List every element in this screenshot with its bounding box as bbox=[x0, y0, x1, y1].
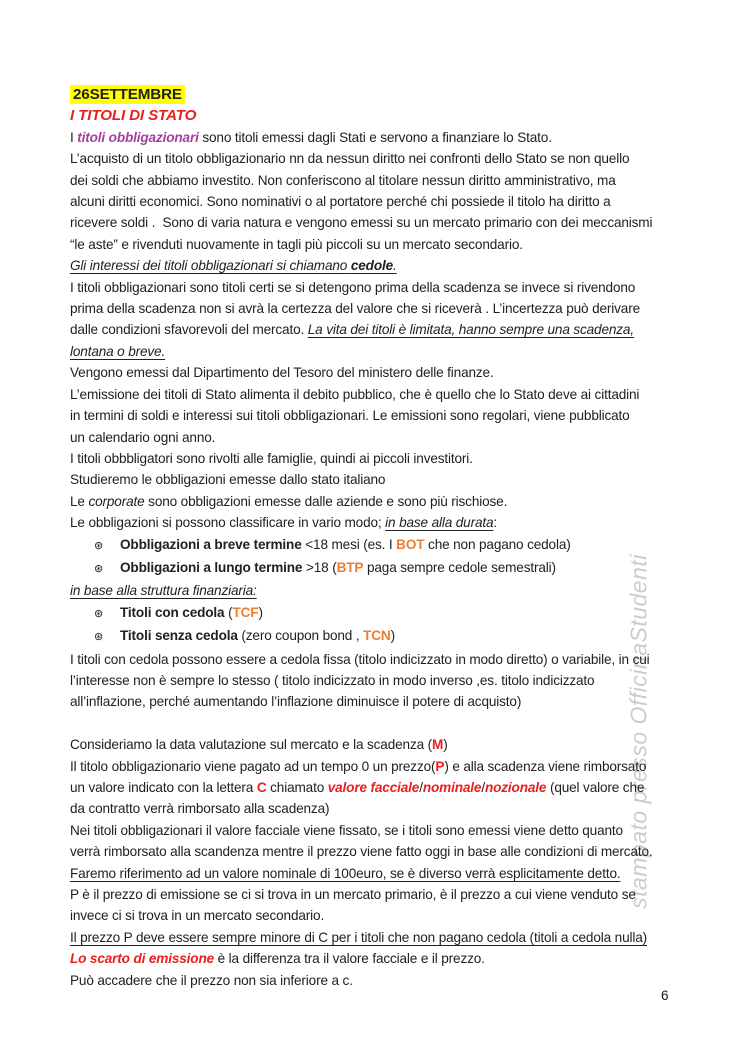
text-line bbox=[70, 884, 690, 905]
text-segment: / bbox=[419, 779, 423, 795]
text-segment: Studieremo le obbligazioni emesse dallo stato italiano bbox=[70, 472, 386, 488]
text-segment: nozionale bbox=[484, 779, 547, 795]
text-segment: (quel valore che bbox=[546, 779, 645, 795]
text-line bbox=[70, 255, 690, 276]
text-segment: Obbligazioni a lungo termine bbox=[120, 559, 303, 575]
text-segment: è la differenza tra il valore facciale e il prezzo. bbox=[214, 951, 485, 967]
bullet-icon: ⊛ bbox=[94, 562, 104, 575]
text-segment: paga sempre cedole semestrali) bbox=[363, 559, 556, 575]
bullet-icon: ⊛ bbox=[94, 631, 104, 644]
text-segment: che non pagano cedola) bbox=[424, 536, 571, 552]
text-segment: BTP bbox=[336, 559, 364, 575]
blank-line bbox=[70, 713, 690, 734]
text-line bbox=[70, 820, 690, 841]
text-segment: La vita dei titoli è limitata, hanno sempre una scadenza, bbox=[307, 322, 634, 338]
text-line bbox=[70, 491, 690, 512]
text-line bbox=[70, 798, 690, 819]
text-segment: Consideriamo la data valutazione sul mercato e la scadenza ( bbox=[70, 737, 433, 753]
text-segment: valore facciale bbox=[327, 779, 420, 795]
watermark: stampato presso OfficinaStudenti bbox=[625, 554, 652, 909]
text-segment: <18 mesi (es. I bbox=[301, 536, 397, 552]
text-segment: in termini di soldi e interessi sui titoli obbligazionari. Le emissioni sono regolari, viene pubblicato bbox=[70, 408, 630, 424]
text-line bbox=[70, 405, 690, 426]
text-segment: ) bbox=[258, 604, 263, 620]
text-line bbox=[70, 277, 690, 298]
text-segment: “le aste” e rivenduti nuovamente in tagli più piccoli su un mercato secondario. bbox=[70, 236, 523, 252]
text-segment: alcuni diritti economici. Sono nominativi o al portatore perché chi possiede il titolo ha diritto a bbox=[70, 194, 611, 210]
text-segment: Il titolo obbligazionario viene pagato ad un tempo 0 un prezzo( bbox=[70, 758, 436, 774]
text-segment: I titoli con cedola possono essere a cedola fissa (titolo indicizzato in modo diretto) o variabile, in cui bbox=[70, 651, 650, 667]
text-segment: I titoli obbligazionari sono titoli certi se si detengono prima della scadenza se invece si rivendono bbox=[70, 279, 636, 295]
text-line bbox=[70, 948, 690, 969]
bullet-icon: ⊛ bbox=[94, 607, 104, 620]
text-segment: dalle condizioni sfavorevoli del mercato. bbox=[70, 322, 308, 338]
text-segment: . bbox=[393, 258, 397, 274]
text-line bbox=[70, 905, 690, 926]
text-segment: Lo scarto di emissione bbox=[70, 951, 215, 967]
text-segment: chiamato bbox=[266, 779, 328, 795]
text-line bbox=[70, 127, 690, 148]
text-segment: in base alla struttura finanziaria: bbox=[70, 583, 257, 599]
text-line bbox=[70, 841, 690, 862]
text-segment: TCF bbox=[232, 604, 259, 620]
text-segment: dei soldi che abbiamo investito. Non conferiscono al titolare nessun diritto amministrativo, ma bbox=[70, 172, 616, 188]
text-segment: verrà rimborsato alla scandenza mentre il prezzo viene fatto oggi in base alle condizioni di mercato. bbox=[70, 844, 653, 860]
text-segment: BOT bbox=[396, 536, 425, 552]
text-segment: L’acquisto di un titolo obbligazionario nn da nessun diritto nei confronti dello Stato se non quello bbox=[70, 151, 630, 167]
bullet-line bbox=[70, 534, 690, 557]
text-line bbox=[70, 756, 690, 777]
text-segment: L’emissione dei titoli di Stato alimenta il debito pubblico, che è quello che lo Stato deve ai cittadini bbox=[70, 386, 640, 402]
text-segment: ) bbox=[390, 628, 395, 644]
text-line bbox=[70, 448, 690, 469]
text-segment: corporate bbox=[88, 493, 145, 509]
text-line bbox=[70, 341, 690, 362]
text-line bbox=[70, 362, 690, 383]
text-segment: l’interesse non è sempre lo stesso ( titolo indicizzato in modo inverso ,es. titolo indicizzato bbox=[70, 672, 595, 688]
text-line bbox=[70, 691, 690, 712]
text-segment: Obbligazioni a breve termine bbox=[120, 536, 302, 552]
text-segment: (zero coupon bond , bbox=[237, 628, 364, 644]
text-segment: >18 ( bbox=[302, 559, 337, 575]
text-segment: I TITOLI DI STATO bbox=[70, 107, 197, 125]
text-segment: titoli obbligazionari bbox=[77, 129, 199, 145]
text-segment: 26SETTEMBRE bbox=[70, 85, 185, 104]
text-line bbox=[70, 734, 690, 755]
text-segment: : bbox=[493, 515, 498, 531]
text-line bbox=[70, 927, 690, 948]
text-segment: Le obbligazioni si possono classificare in vario modo; bbox=[70, 515, 386, 531]
text-segment: lontana o breve. bbox=[70, 343, 166, 359]
page-number: 6 bbox=[661, 988, 669, 1003]
text-segment: all’inflazione, perché aumentando l’inflazione diminuisce il potere di acquisto) bbox=[70, 694, 522, 710]
text-segment: TCN bbox=[363, 628, 391, 644]
document-body bbox=[70, 84, 690, 991]
text-line bbox=[70, 970, 690, 991]
text-line bbox=[70, 298, 690, 319]
text-segment: Titoli con cedola bbox=[120, 604, 225, 620]
bullet-line bbox=[70, 602, 690, 625]
bullet-icon: ⊛ bbox=[94, 539, 104, 552]
text-segment: Le bbox=[70, 493, 89, 509]
text-line bbox=[70, 191, 690, 212]
text-segment: M bbox=[432, 737, 444, 753]
text-line bbox=[70, 580, 690, 601]
text-segment: / bbox=[481, 779, 485, 795]
text-line bbox=[70, 212, 690, 233]
text-line bbox=[70, 148, 690, 169]
text-segment: ) bbox=[443, 737, 448, 753]
text-line bbox=[70, 384, 690, 405]
text-line bbox=[70, 234, 690, 255]
text-line bbox=[70, 670, 690, 691]
text-segment: sono titoli emessi dagli Stati e servono a finanziare lo Stato. bbox=[198, 129, 552, 145]
text-segment: Può accadere che il prezzo non sia inferiore a c. bbox=[70, 972, 353, 988]
text-segment: da contratto verrà rimborsato alla scadenza) bbox=[70, 801, 330, 817]
text-segment: un calendario ogni anno. bbox=[70, 429, 216, 445]
bullet-line bbox=[70, 625, 690, 648]
text-segment: P bbox=[435, 758, 445, 774]
text-segment: invece ci si trova in un mercato secondario. bbox=[70, 908, 325, 924]
text-segment: Nei titoli obbligazionari il valore facciale viene fissato, se i titoli sono emessi viene detto quanto bbox=[70, 822, 623, 838]
text-line bbox=[70, 427, 690, 448]
text-line bbox=[70, 170, 690, 191]
text-segment: P è il prezzo di emissione se ci si trova in un mercato primario, è il prezzo a cui viene venduto se bbox=[70, 887, 636, 903]
text-line bbox=[70, 512, 690, 533]
text-line bbox=[70, 105, 690, 126]
text-segment: C bbox=[256, 779, 267, 795]
text-line bbox=[70, 649, 690, 670]
text-segment: cedole bbox=[350, 258, 394, 274]
text-segment: I titoli obbbligatori sono rivolti alle famiglie, quindi ai piccoli investitori. bbox=[70, 450, 473, 466]
text-segment: Gli interessi dei titoli obbligazionari si chiamano bbox=[70, 258, 351, 274]
text-segment: Faremo riferimento ad un valore nominale di 100euro, se è diverso verrà esplicitamente detto. bbox=[70, 865, 621, 881]
text-segment: Vengono emessi dal Dipartimento del Tesoro del ministero delle finanze. bbox=[70, 365, 494, 381]
text-segment: Titoli senza cedola bbox=[120, 628, 238, 644]
text-line bbox=[70, 469, 690, 490]
text-line bbox=[70, 84, 690, 105]
text-segment: ) e alla scadenza viene rimborsato bbox=[444, 758, 647, 774]
text-segment: in base alla durata bbox=[385, 515, 494, 531]
text-segment: I bbox=[70, 129, 78, 145]
text-line bbox=[70, 777, 690, 798]
text-segment: nominale bbox=[422, 779, 482, 795]
bullet-line bbox=[70, 557, 690, 580]
text-line bbox=[70, 319, 690, 340]
text-segment: ricevere soldi . Sono di varia natura e vengono emessi su un mercato primario con dei meccanismi bbox=[70, 215, 653, 231]
text-segment: Il prezzo P deve essere sempre minore di C per i titoli che non pagano cedola (titoli a cedola nulla) bbox=[70, 929, 648, 945]
text-segment: sono obbligazioni emesse dalle aziende e sono più rischiose. bbox=[144, 493, 508, 509]
text-line bbox=[70, 863, 690, 884]
text-segment: un valore indicato con la lettera bbox=[70, 779, 257, 795]
text-segment: ( bbox=[224, 604, 233, 620]
text-segment: prima della scadenza non si avrà la certezza del valore che si riceverà . L’incertezza può derivare bbox=[70, 301, 640, 317]
